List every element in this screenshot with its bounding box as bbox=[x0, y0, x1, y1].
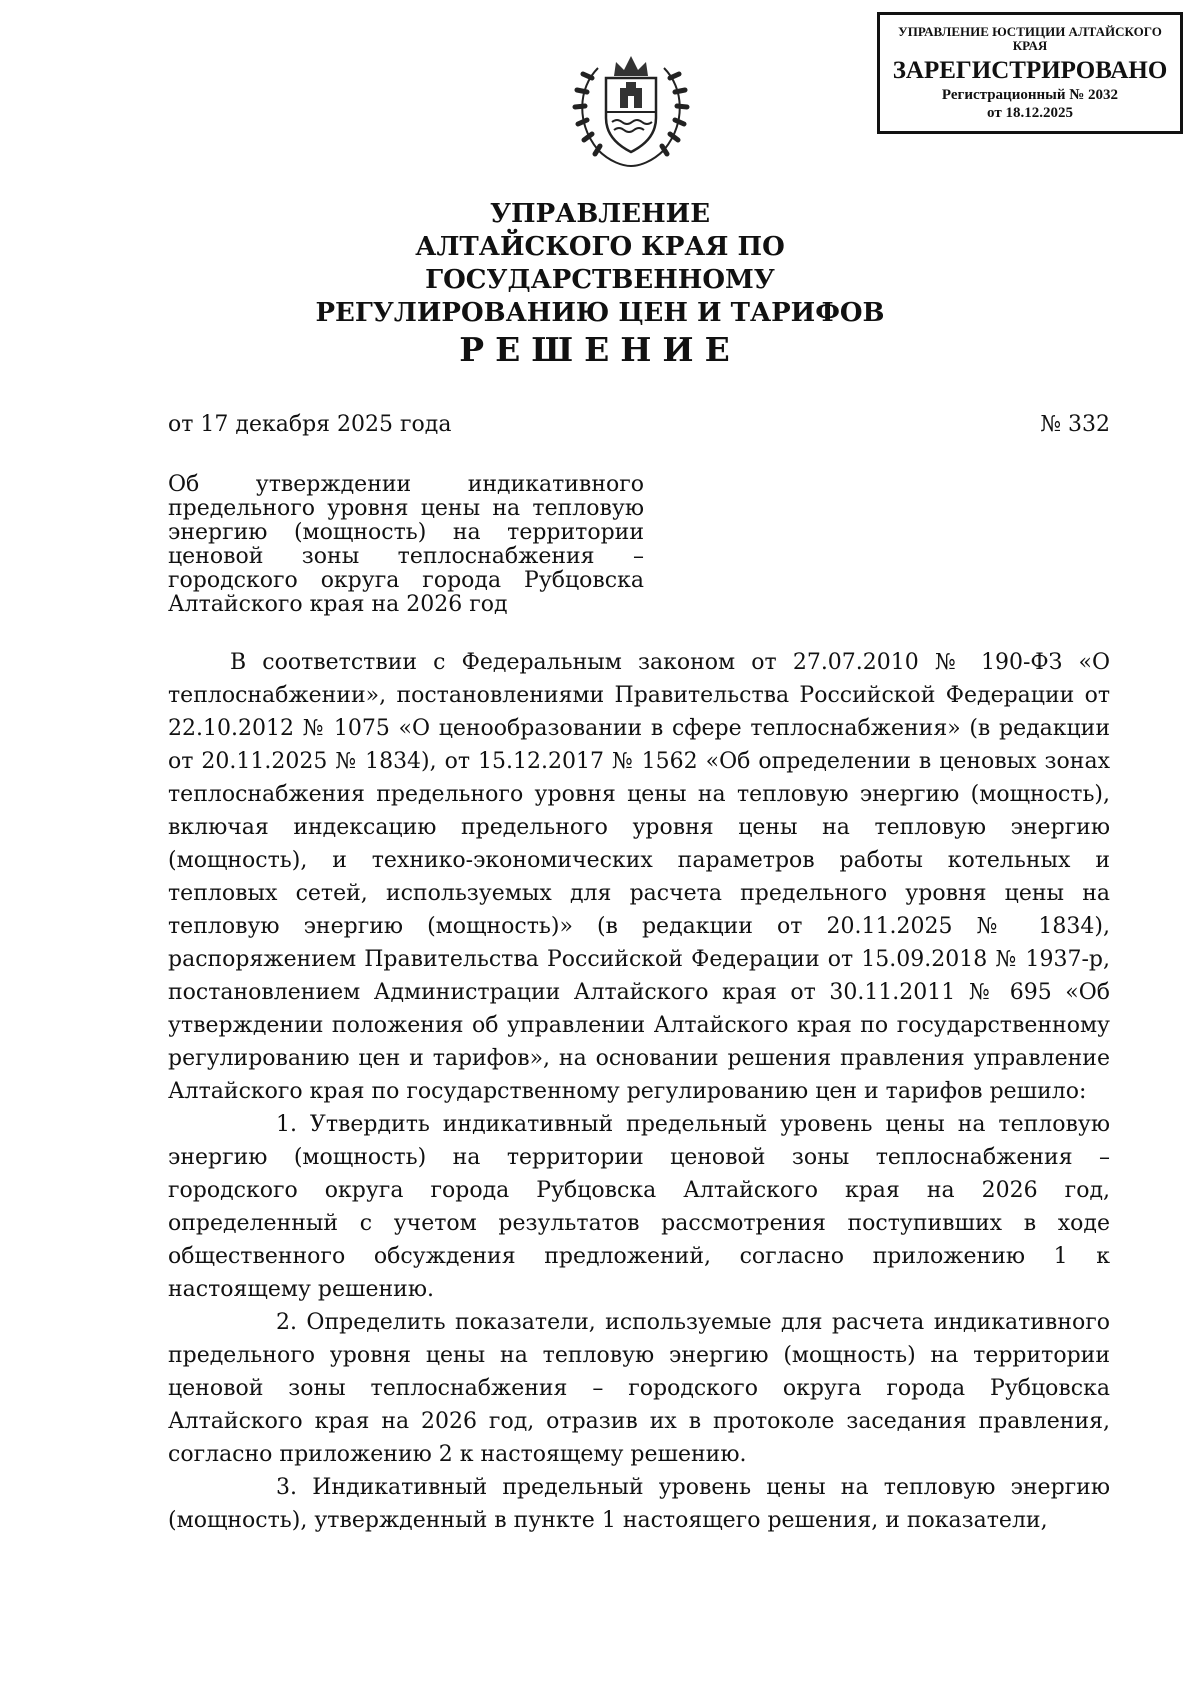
subject-line: ценовой зоны теплоснабжения – bbox=[168, 544, 644, 569]
document-subject bbox=[168, 473, 644, 617]
document-date: от 17 декабря 2025 года bbox=[168, 412, 452, 437]
stamp-registration-date: от 18.12.2025 bbox=[987, 105, 1073, 121]
document-type: РЕШЕНИЕ bbox=[459, 330, 741, 369]
agency-title bbox=[260, 198, 940, 330]
subject-line: Алтайского края на 2026 год bbox=[168, 592, 508, 617]
stamp-department: УПРАВЛЕНИЕ ЮСТИЦИИ АЛТАЙСКОГО КРАЯ bbox=[898, 24, 1162, 53]
agency-title-line: УПРАВЛЕНИЕ bbox=[489, 199, 711, 229]
agency-title-line: РЕГУЛИРОВАНИЮ ЦЕН И ТАРИФОВ bbox=[315, 298, 885, 328]
stamp-registration-number: Регистрационный № 2032 bbox=[941, 87, 1119, 103]
document-body bbox=[168, 646, 1110, 1537]
stamp-status: ЗАРЕГИСТРИРОВАНО bbox=[892, 57, 1168, 84]
subject-line: предельного уровня цены на тепловую bbox=[168, 496, 644, 521]
agency-title-line: АЛТАЙСКОГО КРАЯ ПО ГОСУДАРСТВЕННОМУ bbox=[415, 232, 785, 295]
altai-krai-coat-of-arms-icon bbox=[568, 48, 694, 170]
body-item-1: 1. Утвердить индикативный предельный уровень цены на тепловую энергию (мощность) на территории ценовой зоны теплоснабжения – городского округа города Рубцовска Алтайского края на 2026 год, определенный с учетом результатов рассмотрения поступивших в ходе общественного обсуждения предложений, согласно приложению 1 к настоящему решению. bbox=[168, 1112, 1110, 1302]
subject-line: городского округа города Рубцовска bbox=[168, 568, 644, 593]
body-preamble: В соответствии с Федеральным законом от 27.07.2010 № 190-ФЗ «О теплоснабжении», постановлениями Правительства Российской Федерации от 22.10.2012 № 1075 «О ценообразовании в сфере теплоснабжения» (в редакции от 20.11.2025 № 1834), от 15.12.2017 № 1562 «Об определении в ценовых зонах теплоснабжения предельного уровня цены на тепловую энергию (мощность), включая индексацию предельного уровня цены на тепловую энергию (мощность), и технико-экономических параметров работы котельных и тепловых сетей, используемых для расчета предельного уровня цены на тепловую энергию (мощность)» (в редакции от 20.11.2025 № 1834), распоряжением Правительства Российской Федерации от 15.09.2018 № 1937-р, постановлением Администрации Алтайского края от 30.11.2011 № 695 «Об утверждении положения об управлении Алтайского края по государственному регулированию цен и тарифов», на основании решения правления управление Алтайского края по государственному регулированию цен и тарифов решило: bbox=[168, 650, 1110, 1104]
registration-stamp bbox=[877, 12, 1183, 134]
subject-line: Об утверждении индикативного bbox=[168, 472, 644, 497]
body-item-3: 3. Индикативный предельный уровень цены на тепловую энергию (мощность), утвержденный в пункте 1 настоящего решения, и показатели, bbox=[168, 1475, 1110, 1533]
body-item-2: 2. Определить показатели, используемые для расчета индикативного предельного уровня цены на тепловую энергию (мощность) на территории ценовой зоны теплоснабжения – городского округа города Рубцовска Алтайского края на 2026 год, отразив их в протоколе заседания правления, согласно приложению 2 к настоящему решению. bbox=[168, 1310, 1110, 1467]
document-number: № 332 bbox=[1040, 412, 1110, 437]
subject-line: энергию (мощность) на территории bbox=[168, 520, 644, 545]
